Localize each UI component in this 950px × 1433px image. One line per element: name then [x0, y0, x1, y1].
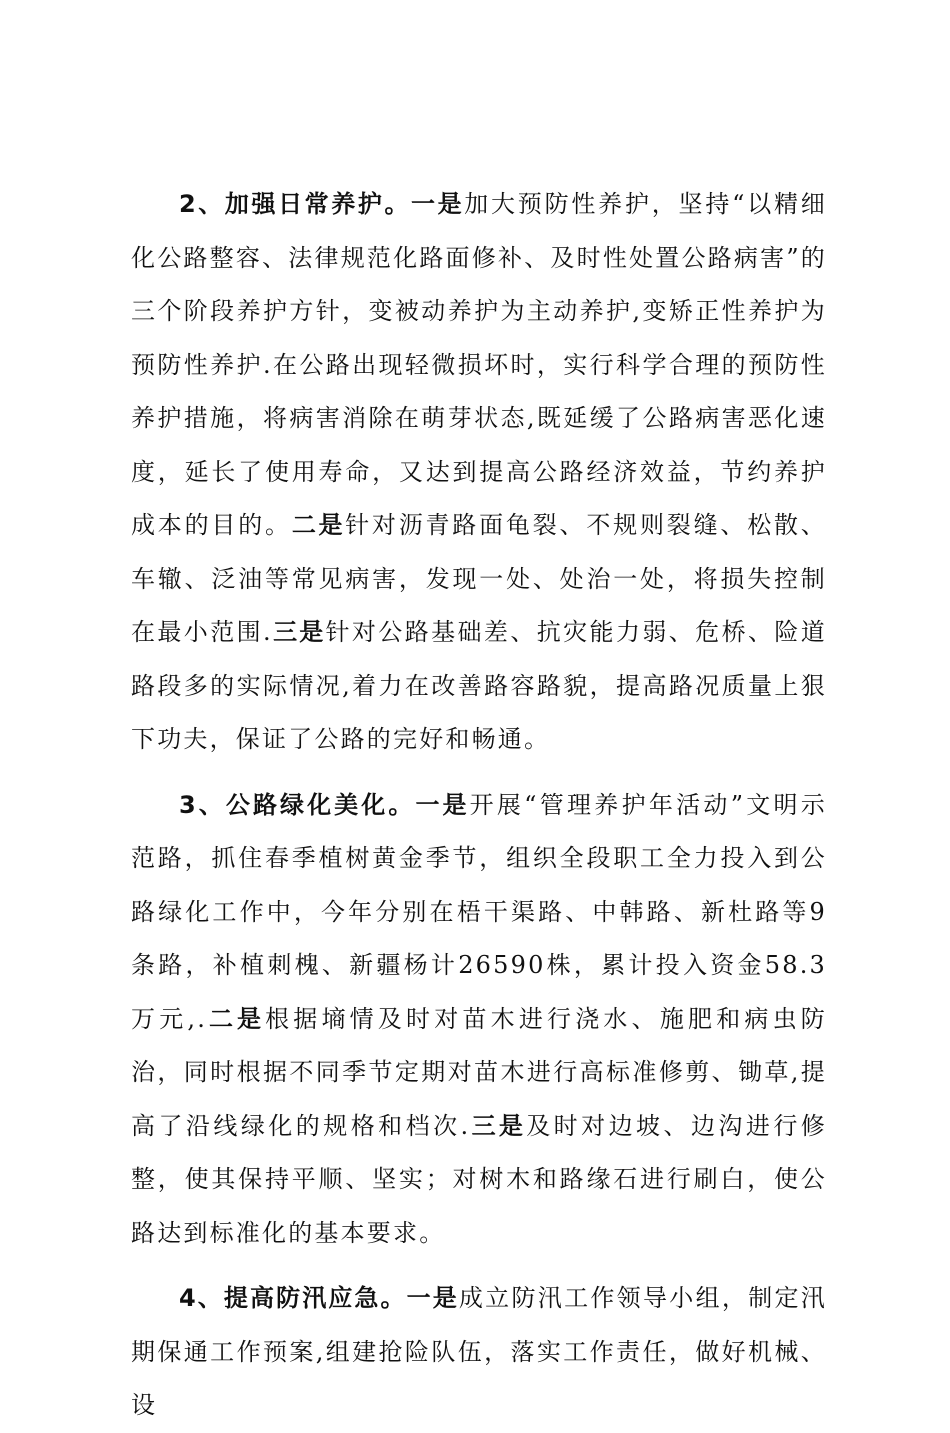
paragraph-text: 针对公路基础差、抗灾能力弱、危桥、险道路段多的实际情况,着力在改善路容路貌，提高路况质量上狠下功夫，保证了公路的完好和畅通。 — [131, 618, 827, 753]
point-marker: 一是 — [411, 190, 465, 218]
paragraph-greening — [131, 779, 827, 1261]
paragraph-text: 针对沥青路面龟裂、不规则裂缝、松散、车辙、泛油等常见病害，发现一处、处治一处，将损失控制在最小范围. — [131, 511, 828, 646]
point-marker: 三是 — [272, 618, 326, 646]
paragraph-daily-maintenance — [131, 178, 827, 767]
section-heading: 3、公路绿化美化。 — [179, 790, 416, 819]
paragraph-text: 加大预防性养护，坚持“以精细化公路整容、法律规范化路面修补、及时性处置公路病害”的三个阶段养护方针，变被动养护为主动养护,变矫正性养护为预防性养护.在公路出现轻微损坏时，实行科学合理的预防性养护措施，将病害消除在萌芽状态,既延缓了公路病害恶化速度，延长了使用寿命，又达到提高公路经济效益，节约养护成本的目的。 — [131, 190, 827, 539]
document-body — [131, 178, 827, 1433]
paragraph-text: 开展“管理养护年活动”文明示范路，抓住春季植树黄金季节，组织全段职工全力投入到公路绿化工作中，今年分别在梧干渠路、中韩路、新杜路等9条路，补植刺槐、新疆杨计26590株，累计投入资金58.3万元,. — [131, 790, 828, 1033]
point-marker: 一是 — [415, 790, 470, 819]
section-heading: 4、提高防汛应急。 — [179, 1284, 407, 1312]
paragraph-text: 成立防汛工作领导小组，制定汛期保通工作预案,组建抢险队伍，落实工作责任，做好机械、设 — [131, 1284, 828, 1419]
point-marker: 二是 — [207, 1004, 266, 1033]
point-marker: 一是 — [406, 1284, 459, 1312]
point-marker: 三是 — [470, 1111, 527, 1140]
section-heading: 2、加强日常养护。 — [179, 190, 412, 218]
paragraph-text: 根据墒情及时对苗木进行浇水、施肥和病虫防治，同时根据不同季节定期对苗木进行高标准修剪、锄草,提高了沿线绿化的规格和档次. — [131, 1004, 828, 1140]
paragraph-flood-control — [131, 1272, 827, 1433]
point-marker: 二是 — [291, 511, 346, 539]
paragraph-text: 及时对边坡、边沟进行修整，使其保持平顺、坚实；对树木和路缘石进行刷白，使公路达到标准化的基本要求。 — [131, 1111, 828, 1247]
